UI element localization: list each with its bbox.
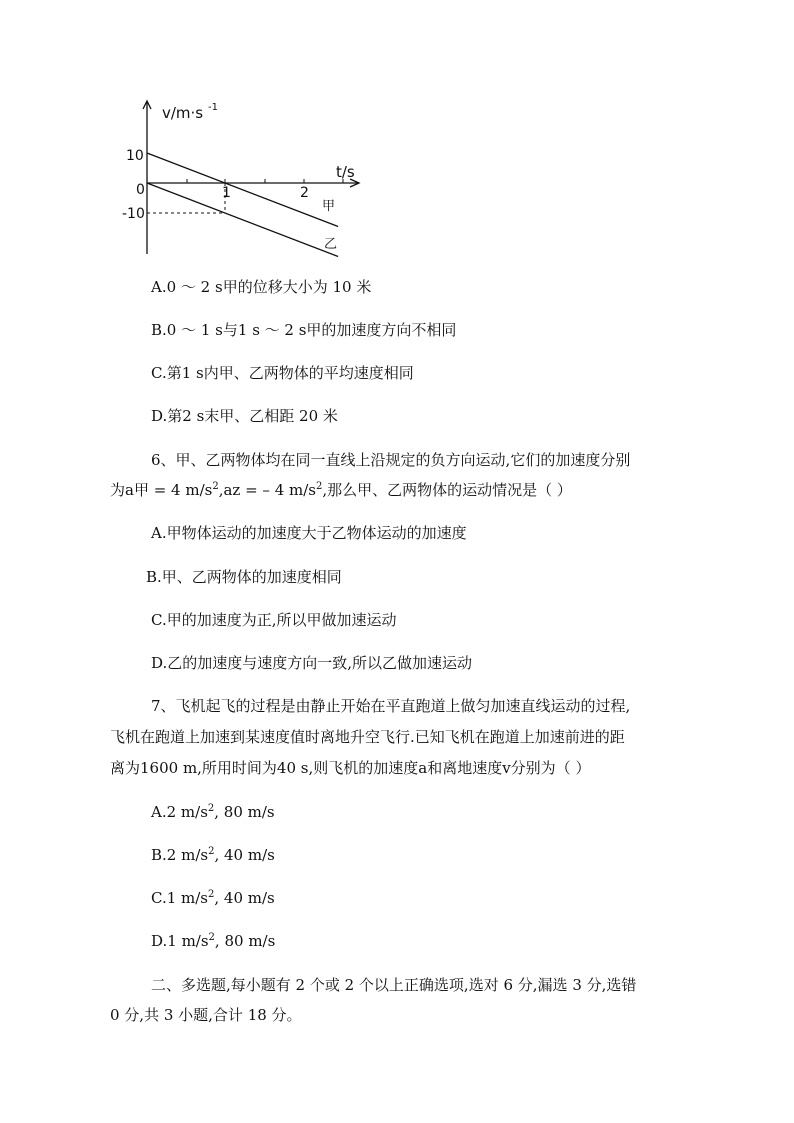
tick-label-1: 1 (222, 185, 231, 201)
tick-label-2: 2 (300, 185, 309, 201)
section2-heading-line1: 二、多选题,每小题有 2 个或 2 个以上正确选项,选对 6 分,漏选 3 分,选错 (151, 976, 637, 994)
q5-option-c: C.第1 s内甲、乙两物体的平均速度相同 (151, 364, 414, 382)
series-label-yi: 乙 (324, 237, 338, 252)
q6-stem-line1: 6、甲、乙两物体均在同一直线上沿规定的负方向运动,它们的加速度分别 (151, 451, 631, 469)
tick-label-neg10: -10 (122, 206, 145, 222)
q5-option-a: A.0 ～ 2 s甲的位移大小为 10 米 (151, 278, 372, 296)
q7-option-a-speed: , 80 m/s (214, 803, 275, 821)
y-axis-label-exponent: -1 (208, 102, 218, 113)
velocity-time-graph (110, 96, 370, 258)
q7-stem-line2: 飞机在跑道上加速到某速度值时离地升空飞行.已知飞机在跑道上加速前进的距 (110, 728, 625, 746)
superscript: 2 (207, 803, 215, 814)
tick-label-10: 10 (126, 148, 144, 164)
q6-option-d: D.乙的加速度与速度方向一致,所以乙做加速运动 (151, 654, 473, 672)
x-axis-label: t/s (336, 163, 355, 181)
q7-option-b-speed: , 40 m/s (214, 846, 275, 864)
q7-option-b (151, 845, 275, 865)
q7-option-a-value: A.2 m/s (151, 803, 208, 821)
superscript: 2 (316, 481, 323, 492)
q7-option-a (151, 802, 275, 822)
q6-stem-line2 (110, 480, 572, 500)
superscript: 2 (208, 889, 215, 900)
q7-option-d-speed: , 80 m/s (214, 932, 276, 950)
tick-label-0: 0 (136, 182, 145, 198)
superscript: 2 (212, 481, 219, 492)
q5-option-b: B.0 ～ 1 s与1 s ～ 2 s甲的加速度方向不相同 (151, 321, 457, 339)
q6-stem-part-b: ,az = – 4 m/s (218, 481, 316, 499)
q7-option-d-value: D.1 m/s (151, 932, 209, 950)
q7-option-c (151, 888, 275, 908)
axes (143, 101, 359, 254)
series-yi-line (147, 183, 338, 257)
q7-option-d (151, 931, 275, 951)
q7-stem-line3: 离为1600 m,所用时间为40 s,则飞机的加速度a和离地速度v分别为（ ） (110, 759, 591, 777)
q5-option-d: D.第2 s末甲、乙相距 20 米 (151, 407, 338, 425)
q6-stem-part-a: 为a甲 = 4 m/s (110, 481, 213, 499)
q7-stem-line1: 7、飞机起飞的过程是由静止开始在平直跑道上做匀加速直线运动的过程, (151, 697, 631, 715)
y-axis-label: v/m·s (162, 104, 204, 122)
q6-option-c: C.甲的加速度为正,所以甲做加速运动 (151, 611, 397, 629)
series-jia-line (147, 153, 338, 227)
q7-option-b-value: B.2 m/s (151, 846, 209, 864)
q6-option-a: A.甲物体运动的加速度大于乙物体运动的加速度 (151, 524, 467, 542)
superscript: 2 (208, 846, 215, 857)
q6-stem-part-c: ,那么甲、乙两物体的运动情况是（ ） (322, 481, 572, 499)
q6-option-b: B.甲、乙两物体的加速度相同 (146, 568, 342, 586)
series-label-jia: 甲 (322, 199, 336, 214)
q7-option-c-speed: , 40 m/s (214, 889, 275, 907)
superscript: 2 (208, 932, 215, 943)
section2-heading-line2: 0 分,共 3 小题,合计 18 分。 (110, 1006, 302, 1024)
q7-option-c-value: C.1 m/s (151, 889, 208, 907)
